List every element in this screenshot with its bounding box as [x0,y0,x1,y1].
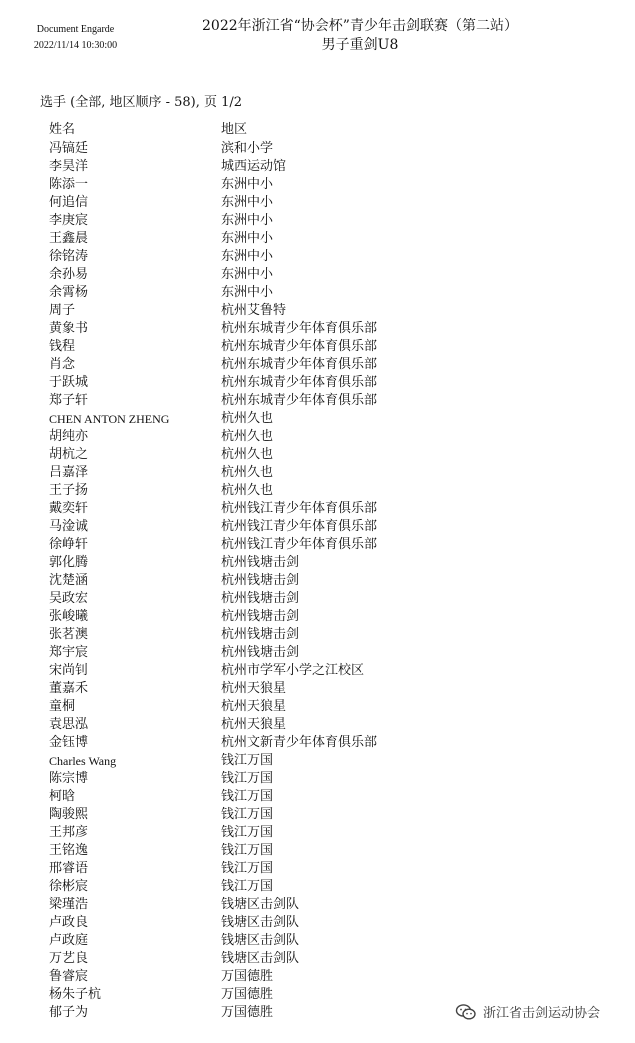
fencer-region: 东洲中小 [221,267,274,282]
fencer-name: 徐铭涛 [49,249,89,264]
table-row [0,788,635,806]
fencer-region: 杭州久也 [221,465,274,480]
table-row [0,698,635,716]
fencer-name: 金钰博 [49,735,89,750]
watermark-text: 浙江省击剑运动协会 [483,1006,601,1021]
list-info: 选手 (全部, 地区顺序 - 58), 页 1/2 [40,95,243,110]
report-meta [18,22,133,54]
watermark [455,1002,600,1021]
fencer-name: 戴奕轩 [49,501,89,516]
report-title-block [150,17,570,55]
table-row [0,464,635,482]
table-row [0,482,635,500]
fencer-name: 钱程 [49,339,76,354]
table-row [0,968,635,986]
fencer-region: 杭州东城青少年体育俱乐部 [221,339,378,354]
fencer-region: 杭州东城青少年体育俱乐部 [221,321,378,336]
fencer-name: 郑宇宸 [49,645,89,660]
fencer-name: 余孙易 [49,267,89,282]
fencer-region: 东洲中小 [221,213,274,228]
fencer-region: 钱塘区击剑队 [221,897,300,912]
fencer-name: Charles Wang [49,754,117,768]
fencer-name: 何追信 [49,195,89,210]
table-row [0,932,635,950]
table-row [0,860,635,878]
fencer-name: 吴政宏 [49,591,89,606]
fencer-region: 钱江万国 [221,861,274,876]
fencer-region: 杭州钱塘击剑 [221,591,300,606]
table-row [0,806,635,824]
table-row [0,608,635,626]
table-row [0,500,635,518]
fencer-region: 钱江万国 [221,789,274,804]
fencer-region: 东洲中小 [221,231,274,246]
table-row [0,878,635,896]
fencer-region: 钱江万国 [221,879,274,894]
fencer-name: 沈楚涵 [49,573,89,588]
table-row [0,752,635,770]
fencer-region: 东洲中小 [221,285,274,300]
table-row [0,896,635,914]
table-row [0,356,635,374]
fencer-name: 张峻曦 [49,609,89,624]
fencer-name: 陈添一 [49,177,89,192]
table-row [0,554,635,572]
fencer-name: 鲁睿宸 [49,969,89,984]
table-row [0,248,635,266]
fencer-name: 周子 [49,303,76,318]
fencer-name: CHEN ANTON ZHENG [49,412,170,426]
table-row [0,320,635,338]
fencer-region: 万国德胜 [221,987,274,1002]
fencer-region: 杭州文新青少年体育俱乐部 [221,735,378,750]
fencer-region: 杭州天狼星 [221,699,287,714]
fencer-region: 钱塘区击剑队 [221,933,300,948]
fencer-region: 杭州天狼星 [221,717,287,732]
fencer-name: 胡杭之 [49,447,89,462]
table-row [0,284,635,302]
fencer-name: 徐彬宸 [49,879,89,894]
fencer-region: 钱江万国 [221,753,274,768]
fencer-region: 杭州久也 [221,429,274,444]
fencer-region: 滨和小学 [221,141,274,156]
fencer-name: 袁思泓 [49,717,89,732]
table-row [0,734,635,752]
fencer-name: 童桐 [49,699,76,714]
table-row [0,158,635,176]
fencer-region: 东洲中小 [221,249,274,264]
table-row [0,446,635,464]
fencer-name: 吕嘉泽 [49,465,89,480]
fencer-region: 万国德胜 [221,969,274,984]
table-row [0,662,635,680]
fencer-region: 杭州市学军小学之江校区 [221,663,365,678]
fencer-region: 杭州钱江青少年体育俱乐部 [221,537,378,552]
table-row [0,626,635,644]
fencer-region: 杭州久也 [221,411,274,426]
fencer-name: 李昊洋 [49,159,89,174]
fencer-region: 杭州钱江青少年体育俱乐部 [221,519,378,534]
fencer-name: 李庚宸 [49,213,89,228]
fencer-name: 卢政良 [49,915,89,930]
fencer-name: 邢睿语 [49,861,89,876]
fencer-name: 郭化腾 [49,555,89,570]
fencer-region: 杭州东城青少年体育俱乐部 [221,393,378,408]
fencer-name: 王铭逸 [49,843,89,858]
fencer-region: 钱江万国 [221,843,274,858]
fencer-name: 黄象书 [49,321,89,336]
fencer-region: 杭州钱塘击剑 [221,627,300,642]
table-row [0,914,635,932]
fencer-name: 杨朱子杭 [49,987,102,1002]
fencer-region: 杭州东城青少年体育俱乐部 [221,375,378,390]
table-row [0,590,635,608]
event-subtitle: 男子重剑U8 [321,37,399,53]
fencer-name: 郑子轩 [49,393,89,408]
fencer-list [0,140,635,1022]
software-name: Document Engarde [36,24,115,35]
table-row [0,572,635,590]
table-row [0,644,635,662]
fencer-name: 余霄杨 [49,285,89,300]
table-row [0,680,635,698]
fencer-region: 万国德胜 [221,1005,274,1020]
table-row [0,212,635,230]
fencer-region: 东洲中小 [221,177,274,192]
fencer-region: 杭州钱塘击剑 [221,609,300,624]
table-row [0,770,635,788]
fencer-name: 柯晗 [49,789,76,804]
fencer-region: 城西运动馆 [221,159,287,174]
table-row [0,140,635,158]
page-title: 2022年浙江省“协会杯”青少年击剑联赛（第二站） [202,18,518,34]
fencer-name: 于跃城 [49,375,89,390]
fencer-name: 张茗澳 [49,627,89,642]
table-row [0,518,635,536]
fencer-name: 肖念 [49,357,76,372]
fencer-region: 杭州钱江青少年体育俱乐部 [221,501,378,516]
fencer-name: 郁子为 [49,1005,89,1020]
table-row [0,302,635,320]
table-row [0,338,635,356]
table-row [0,842,635,860]
fencer-region: 杭州钱塘击剑 [221,555,300,570]
fencer-region: 东洲中小 [221,195,274,210]
fencer-name: 陈宗博 [49,771,89,786]
table-row [0,374,635,392]
fencer-name: 胡纯亦 [49,429,89,444]
fencer-region: 钱塘区击剑队 [221,915,300,930]
table-row [0,194,635,212]
fencer-name: 万艺良 [49,951,89,966]
table-row [0,266,635,284]
fencer-region: 杭州艾鲁特 [221,303,287,318]
fencer-region: 杭州钱塘击剑 [221,645,300,660]
fencer-region: 杭州久也 [221,483,274,498]
table-row [0,824,635,842]
fencer-name: 王邦彦 [49,825,89,840]
fencer-name: 王鑫晨 [49,231,89,246]
table-row [0,716,635,734]
fencer-region: 杭州天狼星 [221,681,287,696]
table-row [0,176,635,194]
fencer-name: 宋尚钊 [49,663,89,678]
fencer-name: 王子扬 [49,483,89,498]
fencer-name: 徐峥轩 [49,537,89,552]
fencer-region: 钱江万国 [221,771,274,786]
fencer-name: 冯镐廷 [49,141,89,156]
fencer-name: 马淦诚 [49,519,89,534]
fencer-region: 杭州久也 [221,447,274,462]
fencer-region: 杭州东城青少年体育俱乐部 [221,357,378,372]
fencer-name: 陶骏熙 [49,807,89,822]
fencer-name: 卢政庭 [49,933,89,948]
fencer-region: 钱江万国 [221,807,274,822]
table-row [0,536,635,554]
fencer-region: 钱江万国 [221,825,274,840]
report-datetime: 2022/11/14 10:30:00 [33,40,118,51]
fencer-region: 杭州钱塘击剑 [221,573,300,588]
table-row [0,428,635,446]
table-row [0,410,635,428]
fencer-name: 梁瑾浩 [49,897,89,912]
fencer-region: 钱塘区击剑队 [221,951,300,966]
column-header-name: 姓名 [49,122,76,137]
wechat-icon [455,1003,477,1021]
column-header-region: 地区 [221,122,248,137]
fencer-name: 董嘉禾 [49,681,89,696]
table-row [0,950,635,968]
table-row [0,392,635,410]
table-row [0,230,635,248]
